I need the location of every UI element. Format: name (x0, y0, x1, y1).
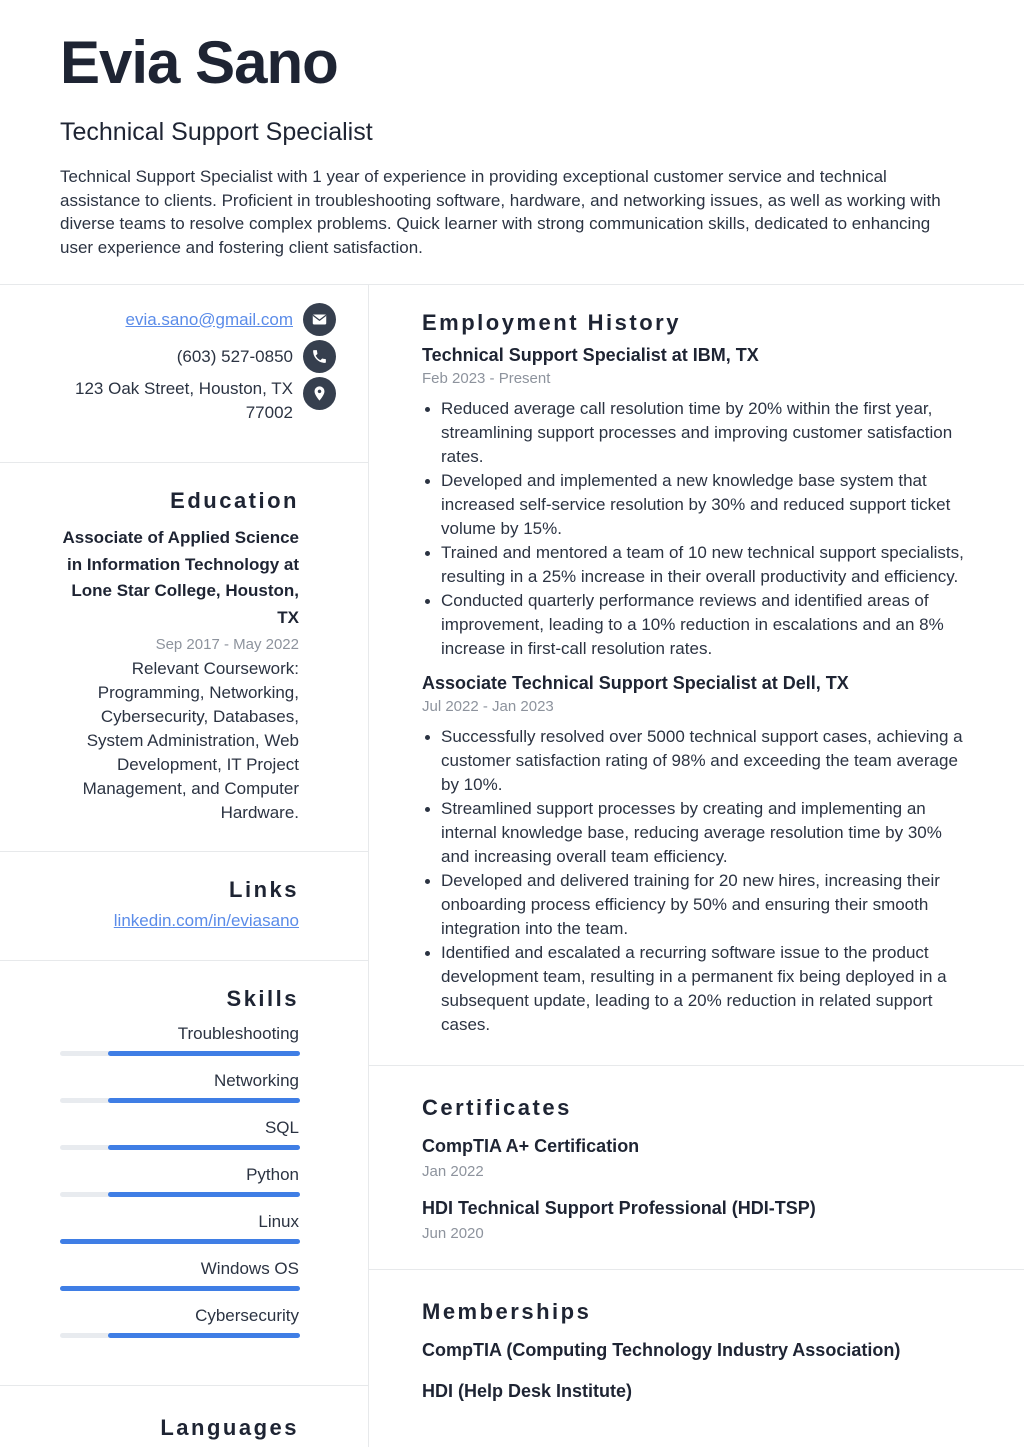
education-details: Relevant Coursework: Programming, Networking, Cybersecurity, Databases, System Administration, Web Development, IT Project Management, and Computer Hardware. (82, 659, 299, 822)
job-title: Associate Technical Support Specialist at Dell, TX (422, 673, 849, 693)
skill-item (60, 1305, 299, 1338)
profile-summary: Technical Support Specialist with 1 year of experience in providing exceptional customer service and technical assistance to clients. Proficient in troubleshooting software, hardware, and networking issues, as well as working with diverse teams to resolve complex problems. Quick learner with strong communication skills, dedicated to enhancing user experience and fostering client satisfaction. (60, 167, 941, 257)
email-link-wrap (126, 308, 294, 332)
person-job-title: Technical Support Specialist (60, 118, 373, 146)
postal-address: 123 Oak Street, Houston, TX 77002 (75, 379, 293, 422)
languages-section (0, 1386, 368, 1447)
linkedin-link[interactable]: linkedin.com/in/eviasano (113, 911, 299, 930)
education-heading: Education (170, 488, 299, 513)
employment-history-section (369, 285, 1024, 1066)
location-pin-icon (303, 377, 336, 410)
certificate-title: CompTIA A+ Certification (422, 1136, 640, 1156)
sidebar (0, 285, 369, 1447)
skill-bar-fill (108, 1192, 300, 1197)
job-bullet: Streamlined support processes by creating and implementing an internal knowledge base, reducing average resolution time by 30% and increasing overall team efficiency. (422, 797, 964, 869)
contact-address-row (60, 377, 336, 425)
certificate-entry (422, 1196, 964, 1244)
contact-email-row (60, 303, 336, 336)
resume-body (0, 284, 1024, 1447)
links-heading: Links (229, 877, 299, 902)
skill-item (60, 1164, 299, 1197)
languages-heading: Languages (160, 1415, 299, 1440)
email-link[interactable]: evia.sano@gmail.com (125, 309, 293, 329)
skill-bar (60, 1286, 300, 1291)
skill-item (60, 1023, 299, 1056)
education-dates: Sep 2017 - May 2022 (155, 636, 299, 653)
skill-item (60, 1258, 299, 1291)
skill-bar (60, 1098, 300, 1103)
skill-label: Networking (213, 1071, 299, 1090)
skill-item (60, 1117, 299, 1150)
person-name: Evia Sano (60, 29, 338, 96)
skill-label: Windows OS (200, 1259, 299, 1278)
skill-bar-fill (60, 1286, 300, 1291)
skill-label: SQL (264, 1118, 299, 1137)
skill-label: Cybersecurity (195, 1306, 299, 1325)
phone-icon (303, 340, 336, 373)
job-bullet: Reduced average call resolution time by 20% within the first year, streamlining support processes and improving customer satisfaction rates. (422, 397, 964, 469)
job-entry (422, 671, 964, 1037)
job-bullet-list (422, 725, 964, 1037)
skill-label: Python (246, 1165, 299, 1184)
job-bullet: Developed and delivered training for 20 new hires, increasing their onboarding process efficiency by 50% and ensuring their smooth integration into the team. (422, 869, 964, 941)
education-degree: Associate of Applied Science in Information Technology at Lone Star College, Houston, TX (62, 528, 299, 627)
contact-section (0, 285, 368, 463)
skill-bar (60, 1145, 300, 1150)
skill-label: Linux (258, 1212, 299, 1231)
skill-bar (60, 1192, 300, 1197)
skill-bar-fill (108, 1098, 300, 1103)
certificates-section (369, 1066, 1024, 1270)
skill-bar (60, 1333, 300, 1338)
skill-label: Troubleshooting (177, 1024, 299, 1043)
memberships-section (369, 1270, 1024, 1423)
skills-heading: Skills (226, 986, 299, 1011)
certificates-heading: Certificates (422, 1095, 572, 1120)
skill-item (60, 1211, 299, 1244)
skills-list (60, 1023, 299, 1338)
envelope-icon (303, 303, 336, 336)
skill-bar (60, 1239, 300, 1244)
job-bullet: Developed and implemented a new knowledge base system that increased self-service resolution by 30% and reduced support ticket volume by 15%. (422, 469, 964, 541)
links-section (0, 852, 368, 961)
skill-item (60, 1070, 299, 1103)
job-entry (422, 343, 964, 661)
skill-bar-fill (108, 1333, 300, 1338)
certificate-entry (422, 1134, 964, 1182)
job-dates: Jul 2022 - Jan 2023 (422, 698, 554, 715)
job-title: Technical Support Specialist at IBM, TX (422, 345, 759, 365)
job-dates: Feb 2023 - Present (422, 370, 551, 387)
membership-entry: CompTIA (Computing Technology Industry Association) (422, 1340, 901, 1360)
job-bullet: Identified and escalated a recurring software issue to the product development team, resulting in a permanent fix being deployed in a subsequent update, leading to a 20% reduction in related support cases. (422, 941, 964, 1037)
main-column (369, 285, 1024, 1447)
skill-bar-fill (60, 1239, 300, 1244)
certificate-title: HDI Technical Support Professional (HDI-TSP) (422, 1198, 816, 1218)
job-bullet: Conducted quarterly performance reviews and identified areas of improvement, leading to a 10% reduction in escalations and an 8% increase in first-call resolution rates. (422, 589, 964, 661)
certificate-dates: Jan 2022 (422, 1163, 484, 1180)
skill-bar-fill (108, 1051, 300, 1056)
certificate-dates: Jun 2020 (422, 1225, 484, 1242)
job-bullet: Trained and mentored a team of 10 new technical support specialists, resulting in a 25% increase in their overall productivity and efficiency. (422, 541, 964, 589)
education-section (0, 463, 368, 852)
memberships-heading: Memberships (422, 1299, 592, 1324)
skill-bar (60, 1051, 300, 1056)
phone-number: (603) 527-0850 (176, 346, 293, 366)
skill-bar-fill (108, 1145, 300, 1150)
employment-history-heading: Employment History (422, 310, 681, 335)
membership-entry: HDI (Help Desk Institute) (422, 1381, 633, 1401)
job-bullet: Successfully resolved over 5000 technical support cases, achieving a customer satisfaction rating of 98% and exceeding the team average by 10%. (422, 725, 964, 797)
linkedin-link-wrap (60, 910, 299, 932)
contact-phone-row (60, 340, 336, 373)
resume-header (0, 0, 1024, 259)
skills-section (0, 961, 368, 1386)
job-bullet-list (422, 397, 964, 661)
